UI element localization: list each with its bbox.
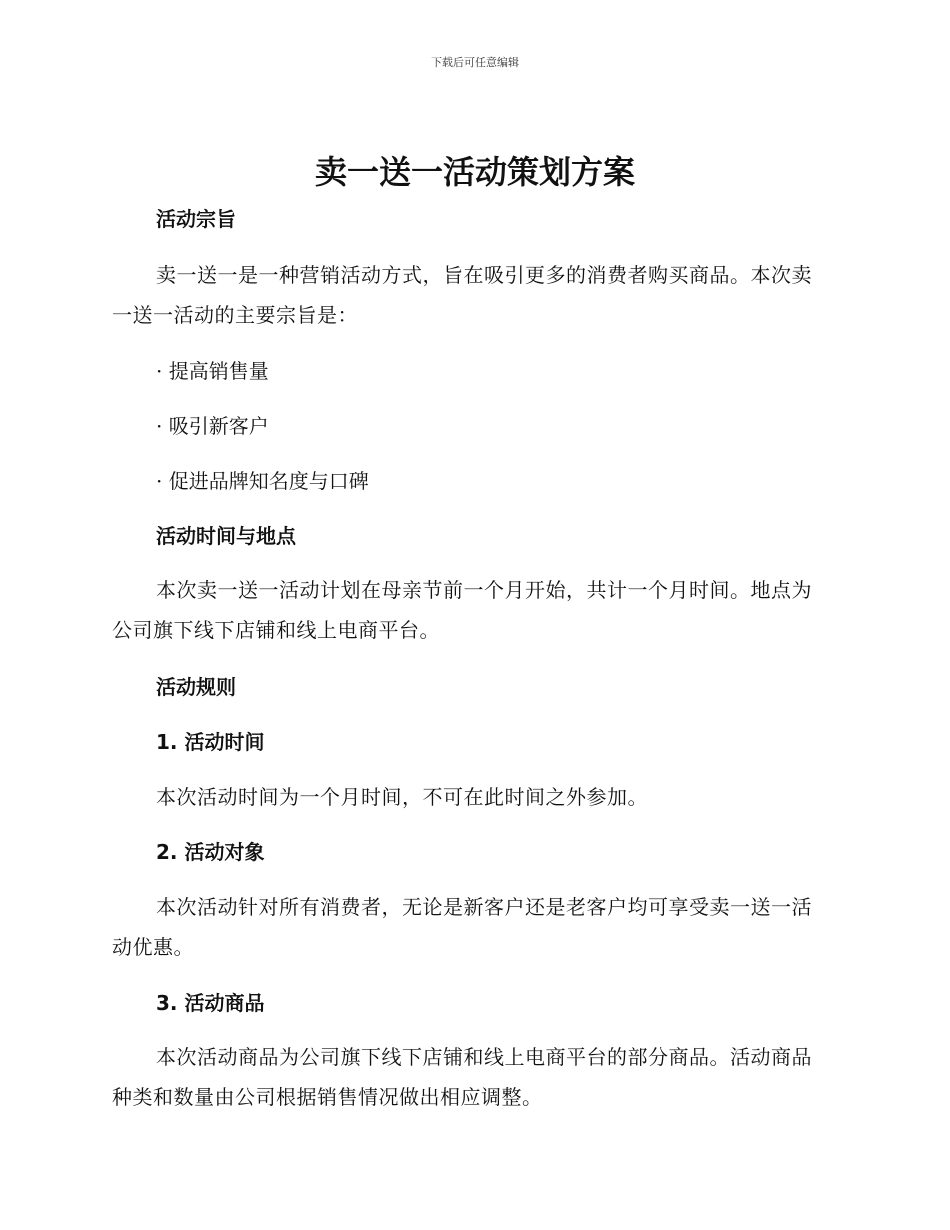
section-heading-purpose: 活动宗旨 [156, 207, 236, 231]
purpose-intro-paragraph: 卖一送一是一种营销活动方式，旨在吸引更多的消费者购买商品。本次卖一送一活动的主要宗旨是： [112, 263, 812, 327]
rule-heading-time: 1. 活动时间 [156, 730, 265, 754]
rule-paragraph-products: 本次活动商品为公司旗下线下店铺和线上电商平台的部分商品。活动商品种类和数量由公司根据销售情况做出相应调整。 [112, 1045, 812, 1109]
rule-heading-products: 3. 活动商品 [156, 991, 265, 1015]
time-place-paragraph: 本次卖一送一活动计划在母亲节前一个月开始，共计一个月时间。地点为公司旗下线下店铺和线上电商平台。 [112, 578, 812, 642]
purpose-bullet-item: · 吸引新客户 [156, 414, 269, 438]
purpose-bullet-item: · 促进品牌知名度与口碑 [156, 469, 369, 493]
page-header-note: 下载后可任意编辑 [431, 56, 519, 69]
document-title: 卖一送一活动策划方案 [314, 153, 635, 191]
section-heading-time-place: 活动时间与地点 [156, 524, 296, 548]
rule-paragraph-audience: 本次活动针对所有消费者，无论是新客户还是老客户均可享受卖一送一活动优惠。 [112, 895, 812, 959]
rule-heading-audience: 2. 活动对象 [156, 840, 265, 864]
rule-paragraph-time: 本次活动时间为一个月时间，不可在此时间之外参加。 [156, 785, 648, 809]
purpose-bullet-item: · 提高销售量 [156, 359, 269, 383]
section-heading-rules: 活动规则 [156, 675, 236, 699]
